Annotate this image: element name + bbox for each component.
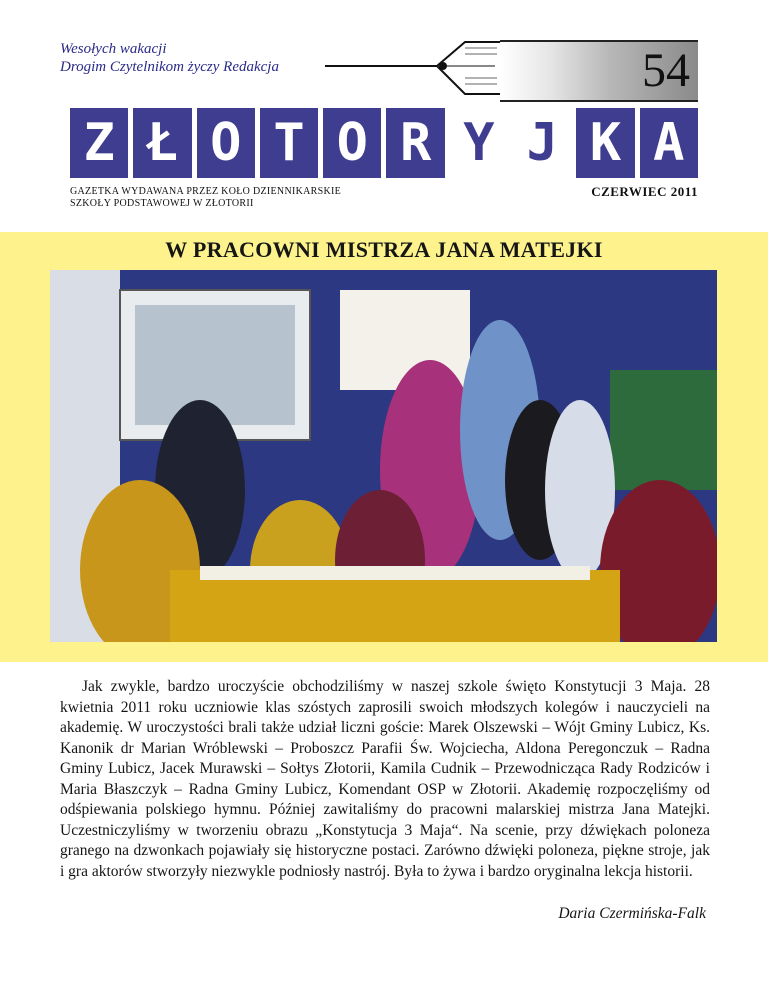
masthead-letter: O xyxy=(197,108,255,178)
subtitle xyxy=(70,186,470,210)
masthead-letter: Z xyxy=(70,108,128,178)
masthead-letter: R xyxy=(386,108,444,178)
stage-photo-image xyxy=(50,270,717,642)
article-photo xyxy=(50,270,717,642)
greeting-line-2: Drogim Czytelnikom życzy Redakcja xyxy=(60,59,279,75)
masthead-letter: A xyxy=(640,108,698,178)
subtitle-line-2: SZKOŁY PODSTAWOWEJ W ZŁOTORII xyxy=(70,198,254,209)
greeting xyxy=(60,40,360,76)
greeting-line-1: Wesołych wakacji xyxy=(60,41,167,57)
masthead-letter: Ł xyxy=(133,108,191,178)
masthead-letter: J xyxy=(513,108,571,178)
masthead-letter: T xyxy=(260,108,318,178)
article-body: Jak zwykle, bardzo uroczyście obchodziliśmy w naszej szkole święto Konstytucji 3 Maja. 28 kwietnia 2011 roku uczniowie klas szóstych zaprosili swoich młodszych kolegów i nauczycieli na akademię. W uroczystości brali także udział liczni goście: Marek Olszewski – Wójt Gminy Lubicz, Ks. Kanonik dr Marian Wróblewski – Proboszcz Parafii Św. Wojciecha, Aldona Peregonczuk – Radna Gminy Lubicz, Jacek Murawski – Sołtys Złotorii, Kamila Cudnik – Przewodnicząca Rady Rodziców i Maria Błaszczyk – Radna Gminy Lubicz, Komendant OSP w Złotorii. Akademię rozpoczęliśmy od odśpiewania polskiego hymnu. Później zawitaliśmy do pracowni malarskiej mistrza Jana Matejki. Uczestniczyliśmy w tworzeniu obrazu „Konstytucja 3 Maja“. Na scenie, przy dźwiękach poloneza granego na dzwonkach pojawiały się historyczne postaci. Zarówno dźwięki poloneza, piękne stroje, jak i gra aktorów stworzyły niezwykle podniosły nastrój. Była to żywa i bardzo oryginalna lekcja historii. xyxy=(60,678,710,880)
issue-date: CZERWIEC 2011 xyxy=(591,184,698,199)
issue-box xyxy=(500,40,698,102)
subtitle-line-1: GAZETKA WYDAWANA PRZEZ KOŁO DZIENNIKARSKIE xyxy=(70,186,342,197)
article-headline: W PRACOWNI MISTRZA JANA MATEJKI xyxy=(165,237,603,262)
issue-number: 54 xyxy=(642,44,690,97)
article-author: Daria Czermińska-Falk xyxy=(558,905,706,922)
masthead-letter: O xyxy=(323,108,381,178)
pen-nib-icon xyxy=(325,36,505,100)
masthead-letter: Y xyxy=(450,108,508,178)
masthead-letter: K xyxy=(576,108,634,178)
masthead xyxy=(70,108,698,178)
